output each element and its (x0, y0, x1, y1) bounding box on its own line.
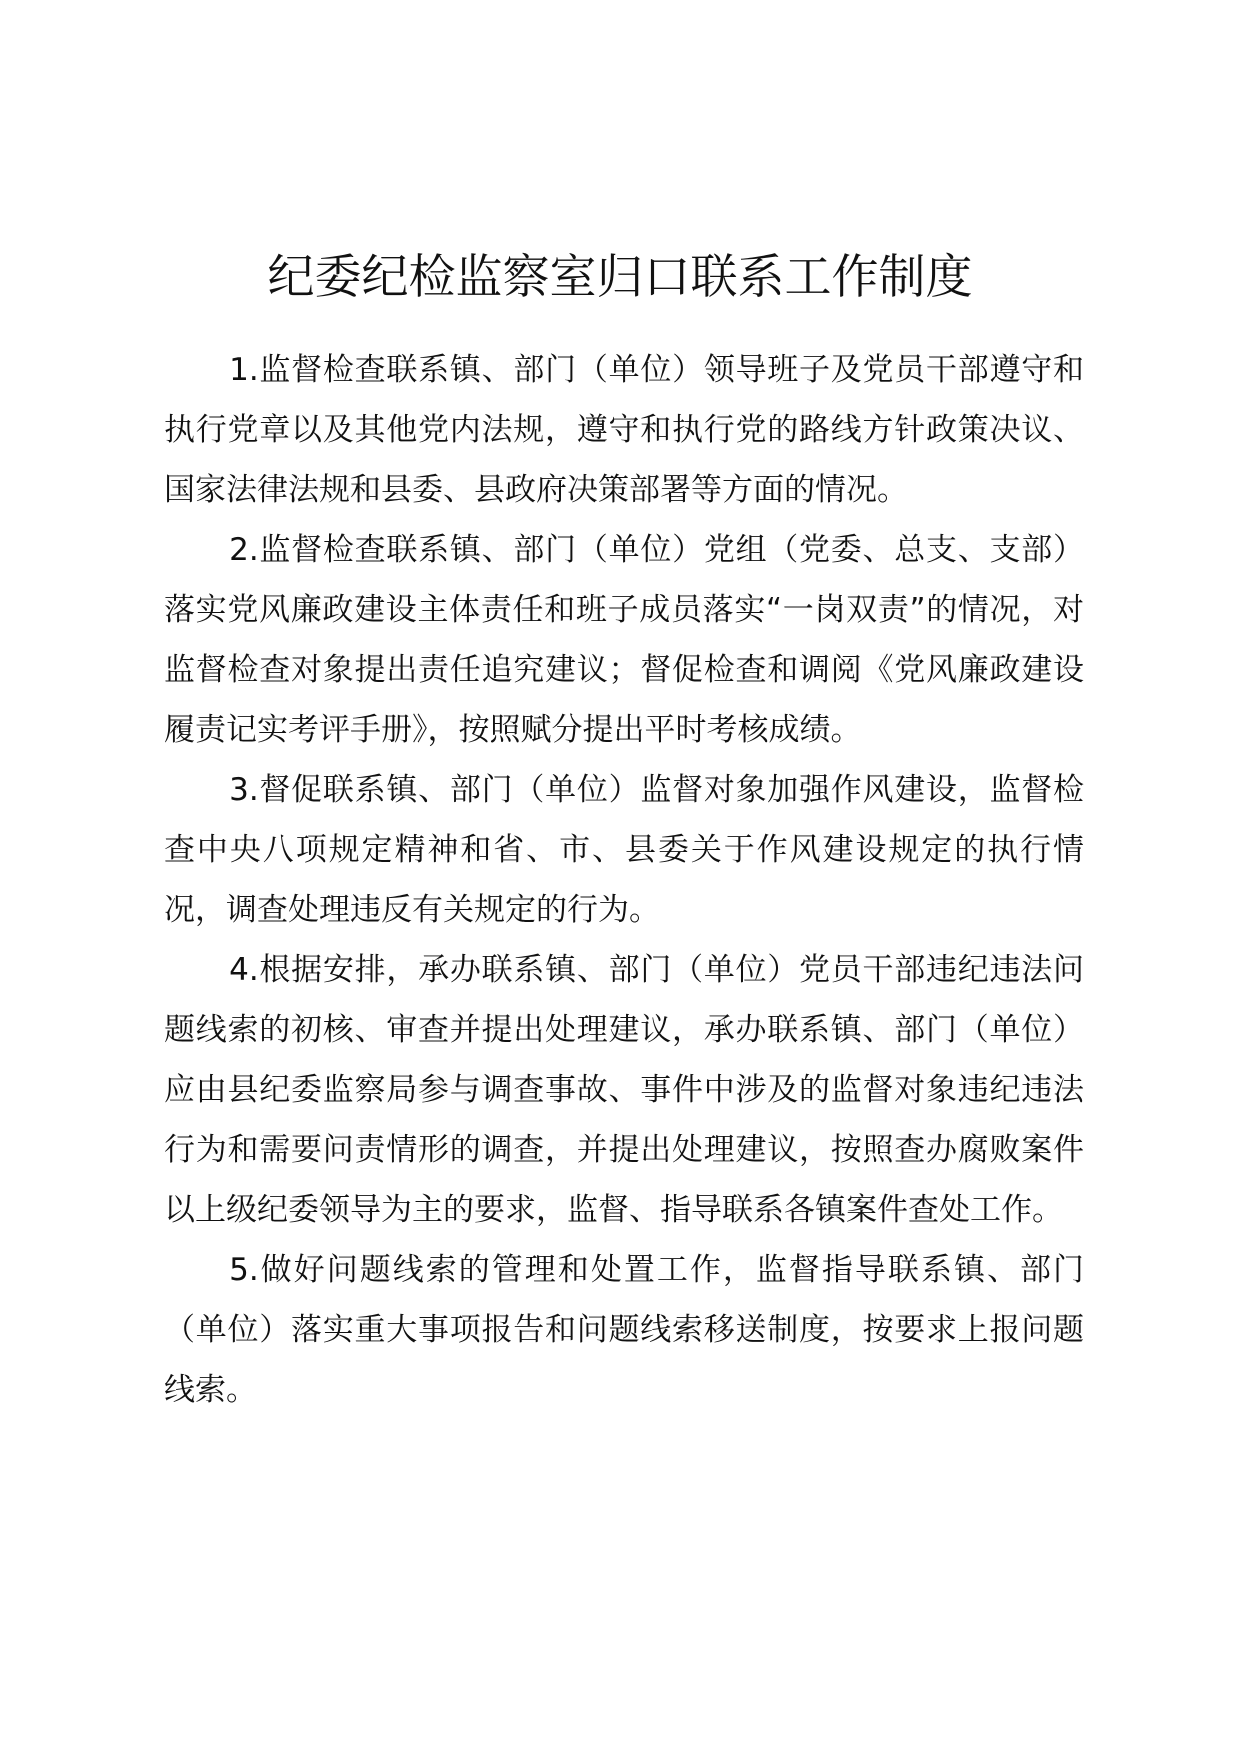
document-body (164, 340, 1084, 1420)
paragraph-3: 3.督促联系镇、部门（单位）监督对象加强作风建设，监督检查中央八项规定精神和省、市、县委关于作风建设规定的执行情况，调查处理违反有关规定的行为。 (164, 772, 1084, 928)
paragraph-2: 2.监督检查联系镇、部门（单位）党组（党委、总支、支部）落实党风廉政建设主体责任和班子成员落实“一岗双责”的情况，对监督检查对象提出责任追究建议；督促检查和调阅《党风廉政建设履责记实考评手册》，按照赋分提出平时考核成绩。 (164, 532, 1084, 748)
paragraph-5: 5.做好问题线索的管理和处置工作，监督指导联系镇、部门（单位）落实重大事项报告和问题线索移送制度，按要求上报问题线索。 (164, 1252, 1084, 1408)
paragraph-1: 1.监督检查联系镇、部门（单位）领导班子及党员干部遵守和执行党章以及其他党内法规，遵守和执行党的路线方针政策决议、国家法律法规和县委、县政府决策部署等方面的情况。 (164, 352, 1084, 508)
paragraph-4: 4.根据安排，承办联系镇、部门（单位）党员干部违纪违法问题线索的初核、审查并提出处理建议，承办联系镇、部门（单位）应由县纪委监察局参与调查事故、事件中涉及的监督对象违纪违法行为和需要问责情形的调查，并提出处理建议，按照查办腐败案件以上级纪委领导为主的要求，监督、指导联系各镇案件查处工作。 (164, 952, 1084, 1228)
document-title: 纪委纪检监察室归口联系工作制度 (267, 250, 973, 305)
